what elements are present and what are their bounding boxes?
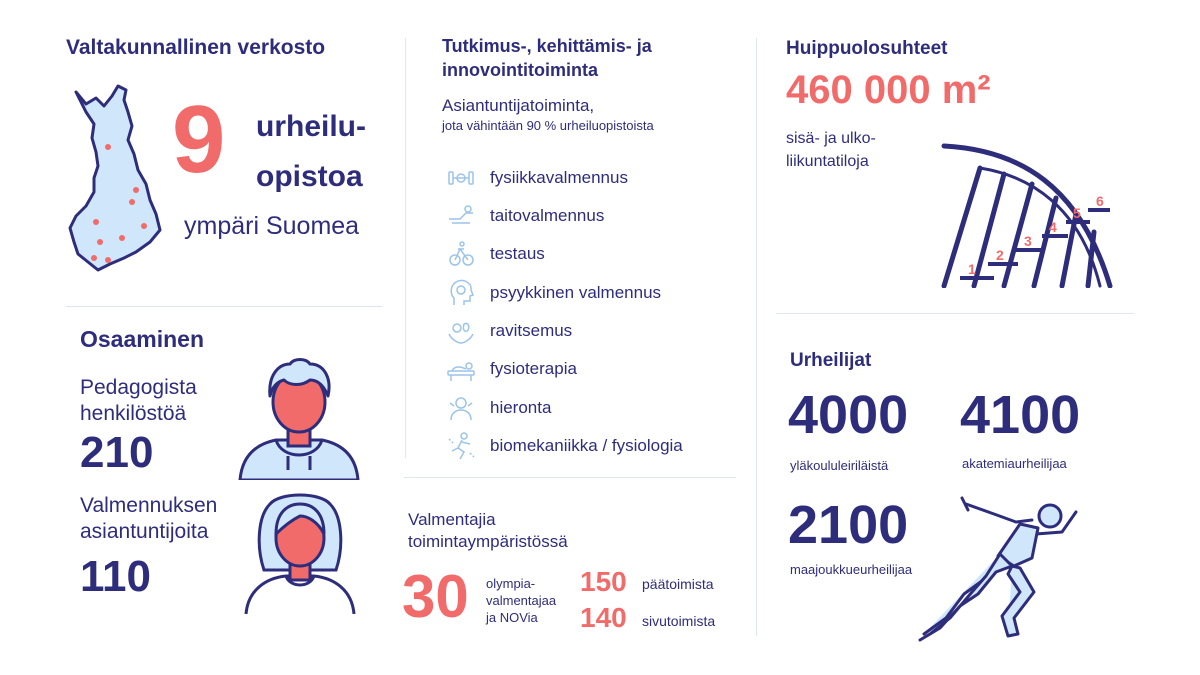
facilities-desc-line1: sisä- ja ulko- (786, 130, 876, 147)
divider-facilities (776, 313, 1134, 314)
rdi-expertise-line1: Asiantuntijatoiminta, (442, 96, 595, 115)
brain-head-icon (446, 278, 476, 308)
service-item (446, 431, 683, 461)
lane-number: 1 (968, 261, 976, 277)
network-subtitle: ympäri Suomea (184, 212, 360, 240)
parttime-coaches-label: sivutoimista (642, 613, 716, 629)
service-item (446, 201, 604, 231)
olympic-coaches-label-line3: ja NOVia (486, 610, 538, 625)
service-label: fysiikkavalmennus (490, 168, 628, 187)
service-label: hieronta (490, 398, 552, 417)
service-item (446, 239, 545, 269)
coaching-label-line1: Valmennuksen (80, 494, 218, 517)
fulltime-coaches-value: 150 (580, 566, 627, 597)
lane-number: 5 (1073, 205, 1081, 221)
biomechanics-icon (446, 431, 476, 461)
lane-number: 4 (1049, 219, 1057, 235)
olympic-coaches-label-line1: olympia- (486, 576, 536, 591)
network-big-number: 9 (172, 86, 226, 193)
bike-test-icon (446, 239, 476, 269)
service-item (446, 393, 551, 423)
dumbbell-icon (446, 163, 476, 193)
service-label: psyykkinen valmennus (490, 283, 662, 302)
athletes-stat1-label: yläkoululeiriläistä (790, 458, 889, 473)
physio-bed-icon (446, 354, 476, 384)
coaches-title-line1: Valmentajia (408, 510, 496, 529)
sprinter-icon (916, 494, 1088, 642)
coaches-title-line2: toimintaympäristössä (408, 532, 568, 551)
facilities-desc-line2: liikuntatiloja (786, 153, 869, 170)
network-word-2: opistoa (256, 160, 363, 193)
service-item (446, 316, 572, 346)
olympic-coaches-label-line2: valmentajaa (486, 593, 557, 608)
service-item (446, 354, 577, 384)
olympic-coaches-value: 30 (402, 563, 469, 630)
service-label: taitovalmennus (490, 206, 605, 225)
service-item (446, 163, 628, 193)
divider-left (405, 38, 406, 458)
athletes-stat3-value: 2100 (788, 495, 909, 555)
lane-number: 6 (1096, 193, 1104, 209)
person-coach-icon (244, 486, 356, 614)
lane-number: 3 (1024, 233, 1032, 249)
rdi-title-line2: innovointitoiminta (442, 60, 598, 80)
coaching-value: 110 (80, 552, 151, 601)
athletes-stat3-label: maajoukkueurheilijaa (790, 562, 913, 577)
rdi-expertise-line2: jota vähintään 90 % urheiluopistoista (442, 118, 654, 133)
service-label: ravitsemus (490, 321, 573, 340)
network-word-1: urheilu- (256, 110, 366, 143)
pedagogic-label-line2: henkilöstöä (80, 402, 187, 425)
athletes-title: Urheilijat (790, 350, 872, 371)
pedagogic-label-line1: Pedagogista (80, 376, 197, 399)
rdi-title-line1: Tutkimus-, kehittämis- ja (442, 36, 652, 56)
parttime-coaches-value: 140 (580, 602, 627, 633)
facilities-area: 460 000 m² (786, 68, 991, 112)
fulltime-coaches-label: päätoimista (642, 576, 714, 592)
massage-icon (446, 393, 476, 423)
coaching-label-line2: asiantuntijoita (80, 520, 209, 543)
lane-number: 2 (996, 247, 1004, 263)
pedagogic-value: 210 (80, 428, 154, 477)
service-label: testaus (490, 244, 545, 263)
service-label: biomekaniikka / fysiologia (490, 436, 683, 455)
facilities-title: Huippuolosuhteet (786, 38, 948, 59)
athletes-stat2-label: akatemiaurheilijaa (962, 456, 1067, 471)
divider-rdi (404, 477, 736, 478)
running-track-icon (940, 136, 1132, 288)
network-title: Valtakunnallinen verkosto (66, 36, 326, 59)
person-staff-icon (238, 356, 360, 480)
service-label: fysioterapia (490, 359, 577, 378)
skill-icon (446, 201, 476, 231)
athletes-stat1-value: 4000 (788, 385, 909, 445)
service-item (446, 278, 661, 308)
finland-map-icon (64, 82, 166, 272)
divider-right (756, 38, 757, 636)
nutrition-hands-icon (446, 316, 476, 346)
expertise-title: Osaaminen (80, 326, 204, 352)
divider-network (66, 306, 382, 307)
athletes-stat2-value: 4100 (960, 385, 1081, 445)
